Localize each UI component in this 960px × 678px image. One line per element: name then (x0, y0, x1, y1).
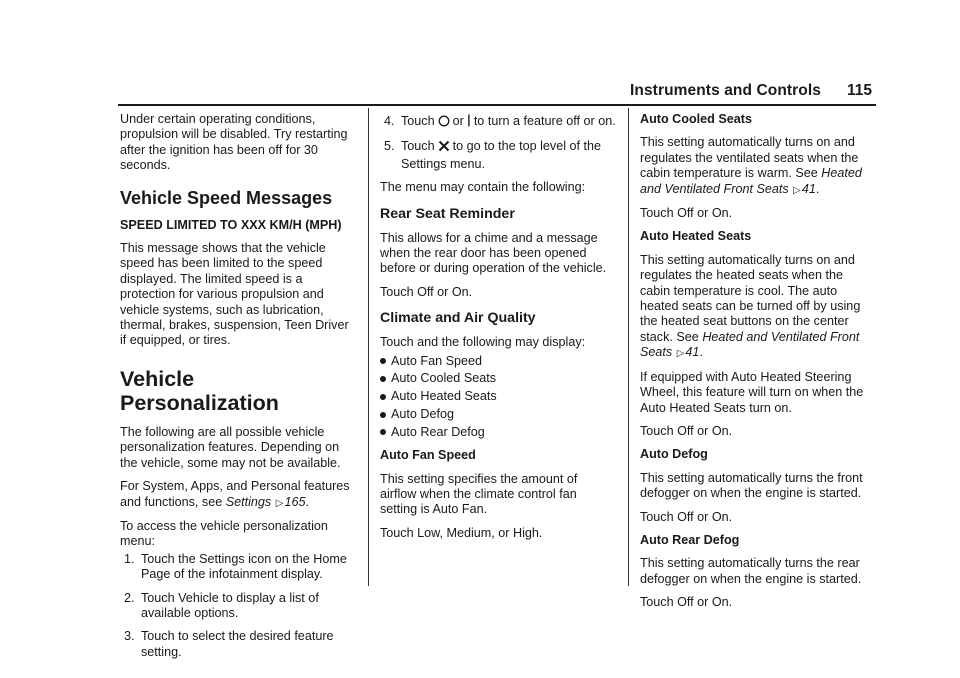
list-item (380, 114, 616, 131)
step-number: 4. (384, 114, 395, 128)
step-number: 1. (124, 551, 135, 566)
access-menu-text: To access the vehicle personalization menu: (120, 518, 328, 549)
column-divider-right (628, 108, 629, 586)
personalization-text: The following are all possible vehicle personalization features. Depending on the vehicle, some may not be available. (120, 424, 341, 470)
touch-off-on-text: Touch Off or On. (380, 284, 473, 299)
cooled-seats-body: This setting automatically turns on and regulates the ventilated seats when the cabin temperature is warm. See (640, 135, 859, 181)
list-item (380, 425, 616, 440)
cooled-seats-text: This setting automatically turns on and regulates the ventilated seats when the cabin temperature is warm. See Heated and Ventilated Front Seats ▷41. (640, 135, 862, 196)
column-3 (640, 112, 876, 619)
bullet-icon (380, 358, 386, 364)
page-reference-arrow-icon: ▷ (275, 497, 284, 509)
heated-seats-body: This setting automatically turns on and regulates the heated seats when the cabin temperature is cool. The auto heated seats can be turned off by using the heated seat buttons on the center stack. See (640, 252, 861, 344)
menu-contains-text: The menu may contain the following: (380, 180, 586, 195)
list-item (380, 389, 616, 404)
step-text: Touch Vehicle to display a list of available options. (141, 590, 319, 620)
heading-vehicle-personalization: Vehicle Personalization (120, 366, 279, 415)
steps-list (120, 552, 356, 660)
step-text: Touch (401, 114, 435, 128)
column-divider-left (368, 108, 369, 586)
heading-climate-air-quality: Climate and Air Quality (380, 310, 536, 327)
step-text: to go to the top level of the Settings menu. (401, 139, 602, 171)
header-rule (118, 104, 876, 106)
circle-off-icon (438, 115, 450, 131)
list-item (380, 139, 616, 172)
step-text: Touch the Settings icon on the Home Page of the infotainment display. (141, 551, 347, 582)
label-auto-cooled-seats: Auto Cooled Seats (640, 112, 752, 126)
cooled-seats-reference-link[interactable]: Heated and Ventilated Front Seats (640, 166, 862, 196)
touch-off-on-text: Touch Off or On. (640, 509, 733, 524)
heated-steering-text: If equipped with Auto Heated Steering Wheel, this feature will turn on when the Auto Heated Seats turn on. (640, 369, 864, 415)
list-item-text: Auto Cooled Seats (391, 371, 497, 386)
page-number: 115 (846, 82, 872, 99)
step-number: 5. (384, 139, 395, 154)
settings-reference (120, 479, 356, 511)
label-auto-rear-defog: Auto Rear Defog (640, 532, 740, 547)
bullet-icon (380, 412, 386, 418)
heated-seats-page[interactable]: 41 (685, 345, 700, 360)
step-text: or (452, 114, 464, 128)
fan-speed-text: This setting specifies the amount of airflow when the climate control fan setting is Auto Fan. (380, 471, 578, 517)
page-header (630, 82, 872, 100)
list-item (120, 629, 356, 660)
list-item-text: Auto Rear Defog (391, 424, 485, 439)
label-auto-defog: Auto Defog (640, 447, 708, 462)
auto-defog-text: This setting automatically turns the front defogger on when the engine is started. (640, 470, 863, 501)
close-x-icon (438, 140, 450, 156)
touch-off-on-text: Touch Off or On. (640, 595, 733, 610)
speed-limited-text: This message shows that the vehicle speed has been limited to the speed displayed. The limited speed is a protection for various propulsion and vehicle systems, such as lubrication, thermal, brakes, suspension, Teen Driver if equipped, or tires. (120, 241, 349, 348)
section-title: Instruments and Controls (629, 82, 821, 99)
list-item (380, 371, 616, 386)
list-item (380, 354, 616, 369)
step-number: 2. (124, 590, 135, 605)
climate-options-list (380, 354, 616, 441)
heated-seats-text: This setting automatically turns on and regulates the heated seats when the cabin temperature is cool. The auto heated seats can be turned off by using the heated seat buttons on the center stack. See Heated and Ventilated Front Seats ▷41. (640, 252, 861, 360)
auto-rear-defog-text: This setting automatically turns the rear defogger on when the engine is started. (640, 556, 862, 586)
step-number: 3. (124, 629, 135, 644)
heading-speed-limited: SPEED LIMITED TO XXX KM/H (MPH) (120, 217, 342, 232)
step-text: Touch (401, 139, 435, 154)
list-item-text: Auto Defog (391, 407, 455, 422)
touch-off-on-text: Touch Off or On. (640, 206, 733, 221)
heading-vehicle-speed-messages: Vehicle Speed Messages (120, 187, 333, 208)
list-item (120, 552, 356, 583)
bullet-icon (380, 376, 386, 382)
fan-speed-touch-text: Touch Low, Medium, or High. (380, 525, 543, 540)
settings-reference-end: . (305, 494, 309, 509)
rear-seat-text: This allows for a chime and a message when the rear door has been opened before or during operation of the vehicle. (380, 230, 607, 276)
column-1 (120, 112, 356, 668)
settings-reference-text: For System, Apps, and Personal features and functions, see (120, 479, 350, 509)
settings-link[interactable]: Settings (225, 494, 272, 509)
cooled-seats-page[interactable]: 41 (801, 181, 816, 196)
list-item (120, 591, 356, 622)
label-auto-fan-speed: Auto Fan Speed (380, 448, 476, 463)
touch-off-on-text: Touch Off or On. (640, 423, 733, 438)
bullet-icon (380, 429, 386, 435)
climate-intro-text: Touch and the following may display: (380, 335, 586, 350)
heading-rear-seat-reminder: Rear Seat Reminder (380, 205, 515, 222)
propulsion-note: Under certain operating conditions, propulsion will be disabled. Try restarting after the ignition has been off for 30 seconds. (120, 112, 348, 173)
steps-list-continued (380, 114, 616, 172)
list-item (380, 407, 616, 422)
list-item-text: Auto Heated Seats (391, 389, 497, 404)
settings-page[interactable]: 165 (284, 494, 306, 509)
heated-seats-reference-link[interactable]: Heated and Ventilated Front Seats (640, 329, 860, 360)
bullet-icon (380, 394, 386, 400)
vertical-bar-on-icon (467, 114, 471, 131)
page-reference-arrow-icon: ▷ (676, 348, 685, 360)
step-text: to turn a feature off or on. (473, 114, 616, 128)
list-item-text: Auto Fan Speed (391, 353, 483, 368)
page-reference-arrow-icon: ▷ (793, 184, 801, 196)
step-text: Touch to select the desired feature setting. (141, 629, 334, 659)
column-2 (380, 112, 616, 549)
label-auto-heated-seats: Auto Heated Seats (640, 229, 752, 244)
